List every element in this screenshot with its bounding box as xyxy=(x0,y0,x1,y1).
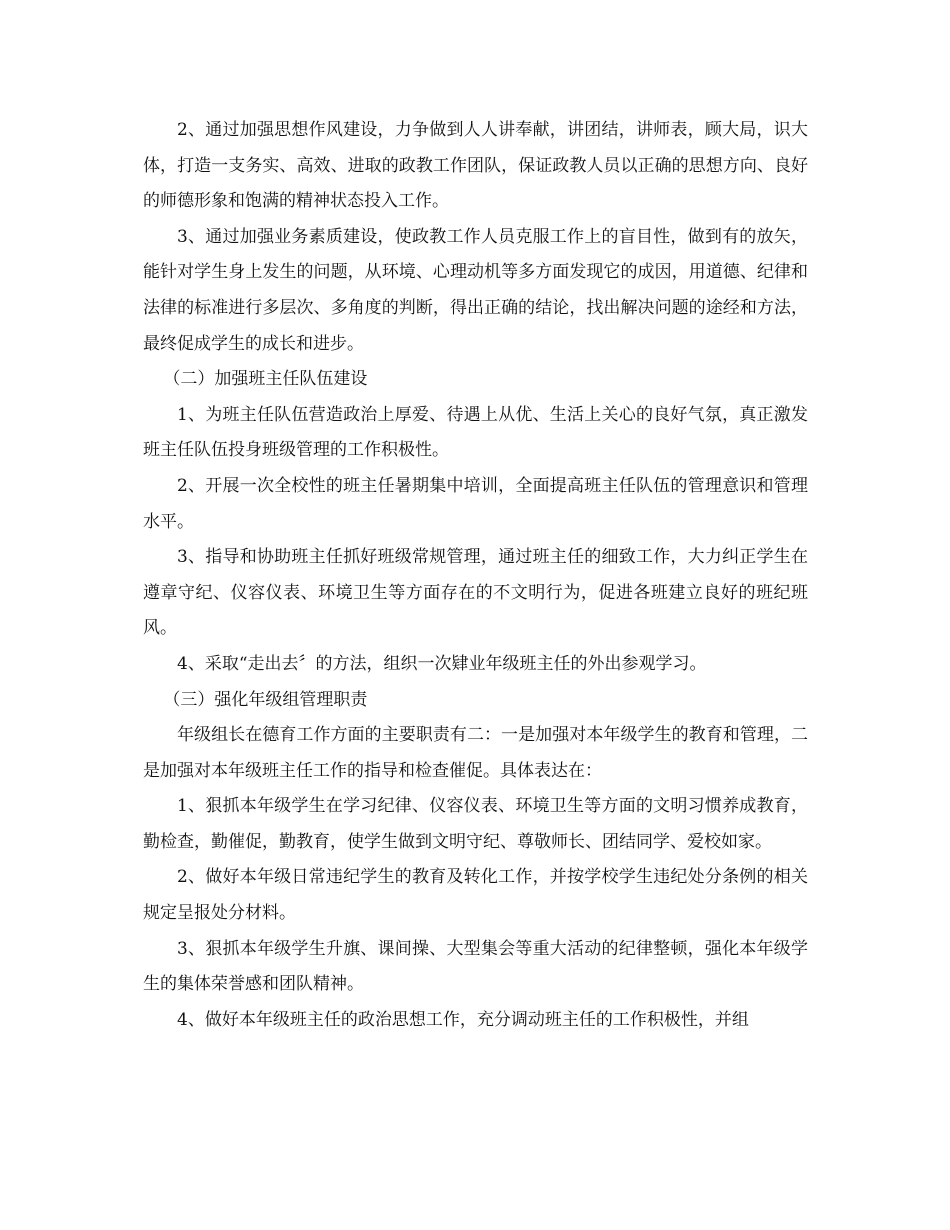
paragraph-item-4-visit: 4、采取“走出去〞的方法，组织一次肄业年级班主任的外出参观学习。 xyxy=(177,653,707,674)
paragraph-item-3-class-management: 3、指导和协助班主任抓好班级常规管理，通过班主任的细致工作，大力纠正学生在遵章守纪、仪容仪表、环境卫生等方面存在的不文明行为，促进各班建立良好的班纪班风。 xyxy=(143,547,808,639)
paragraph-duty-2-discipline: 2、做好本年级日常违纪学生的教育及转化工作，并按学校学生违纪处分条例的相关规定呈报处分材料。 xyxy=(143,867,808,924)
paragraph-item-1-atmosphere: 1、为班主任队伍营造政治上厚爱、待遇上从优、生活上关心的良好气氛，真正激发班主任队伍投身班级管理的工作积极性。 xyxy=(143,404,808,461)
section-heading-grade-group: （三）强化年级组管理职责 xyxy=(163,689,368,710)
paragraph-duty-3-activities: 3、狠抓本年级学生升旗、课间操、大型集会等重大活动的纪律整顿，强化本年级学生的集体荣誉感和团队精神。 xyxy=(143,938,808,995)
paragraph-duty-1-habits: 1、狠抓本年级学生在学习纪律、仪容仪表、环境卫生等方面的文明习惯养成教育，勤检查，勤催促，勤教育，使学生做到文明守纪、尊敬师长、团结同学、爱校如家。 xyxy=(143,796,808,852)
paragraph-item-2-style: 2、通过加强思想作风建设，力争做到人人讲奉献，讲团结，讲师表，顾大局，识大体，打造一支务实、高效、进取的政教工作团队，保证政教人员以正确的思想方向、良好的师德形象和饱满的精神状态投入工作。 xyxy=(143,120,808,212)
paragraph-item-3-business: 3、通过加强业务素质建设，使政教工作人员克服工作上的盲目性，做到有的放矢，能针对学生身上发生的问题，从环境、心理动机等多方面发现它的成因，用道德、纪律和法律的标准进行多层次、多角度的判断，得出正确的结论，找出解决问题的途经和方法，最终促成学生的成长和进步。 xyxy=(143,226,808,354)
document-body xyxy=(143,113,808,1038)
section-heading-class-teacher-team: （二）加强班主任队伍建设 xyxy=(163,369,368,390)
paragraph-grade-leader-duties: 年级组长在德育工作方面的主要职责有二：一是加强对本年级学生的教育和管理，二是加强对本年级班主任工作的指导和检查催促。具体表达在： xyxy=(143,725,808,781)
paragraph-duty-4-teachers: 4、做好本年级班主任的政治思想工作，充分调动班主任的工作积极性，并组 xyxy=(177,1009,749,1030)
paragraph-item-2-training: 2、开展一次全校性的班主任暑期集中培训，全面提高班主任队伍的管理意识和管理水平。 xyxy=(143,475,808,532)
